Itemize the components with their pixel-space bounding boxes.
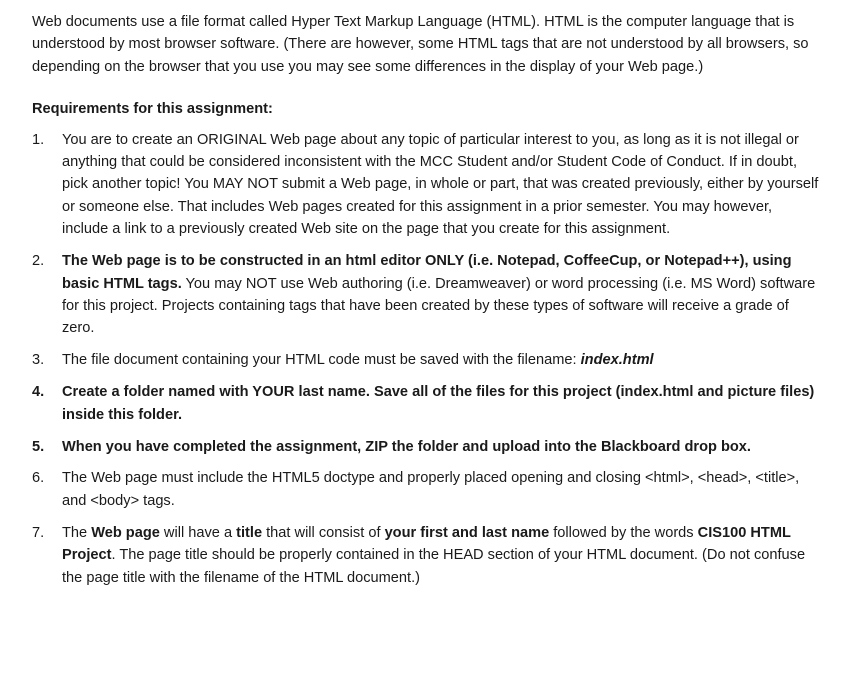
requirement-item-3 — [32, 349, 820, 371]
item-text: You are to create an ORIGINAL Web page about any topic of particular interest to you, as long as it is not illegal or anything that could be considered inconsistent with the MCC Student and/or Student Code of Conduct. If in doubt, pick another topic! You MAY NOT submit a Web page, in whole or part, that was created previously, either by yourself or someone else. That includes Web pages created for this assignment in a prior semester. You may however, include a link to a previously created Web site on the page that you create for this assignment. — [62, 131, 819, 238]
item-text: followed by the words — [549, 524, 698, 541]
item-text: . The page title should be properly contained in the HEAD section of your HTML document. (Do not confuse the page title with the filename of the HTML document.) — [62, 547, 806, 586]
item-number: 3. — [32, 352, 45, 369]
item-text: The Web page must include the HTML5 doctype and properly placed opening and closing <html>, <head>, <title>, and <body> tags. — [62, 470, 800, 509]
item-bold-text: The Web page is to be constructed in an html editor ONLY (i.e. Notepad, CoffeeCup, or Notepad++), using basic HTML tags. — [62, 253, 792, 292]
requirement-item-2 — [32, 250, 820, 340]
item-text: You may NOT use Web authoring (i.e. Dreamweaver) or word processing (i.e. MS Word) software for this project. Projects containing tags that have been created by these types of software will receive a grade of zero. — [62, 275, 816, 337]
item-bold-text: When you have completed the assignment, ZIP the folder and upload into the Blackboard drop box. — [62, 438, 751, 455]
requirement-item-6 — [32, 467, 820, 512]
item-bold-text: CIS100 HTML Project — [62, 524, 791, 564]
item-text: that will consist of — [262, 524, 385, 541]
item-bold-text: Create a folder named with YOUR last name. Save all of the files for this project (index.html and picture files) inside this folder. — [62, 384, 815, 423]
requirement-item-7 — [32, 522, 820, 589]
item-number: 6. — [32, 470, 45, 487]
item-number: 5. — [32, 438, 45, 455]
item-number: 2. — [32, 253, 45, 270]
item-text: The — [62, 524, 92, 541]
requirements-list — [32, 129, 820, 589]
requirement-item-4 — [32, 381, 820, 426]
item-number: 7. — [32, 524, 45, 541]
item-bold-text: your first and last name — [384, 524, 550, 541]
requirement-item-5 — [32, 436, 820, 458]
item-text: The file document containing your HTML code must be saved with the filename: — [62, 352, 581, 369]
item-number: 1. — [32, 131, 45, 148]
item-text: will have a — [159, 524, 237, 541]
intro-paragraph: Web documents use a file format called Hyper Text Markup Language (HTML). HTML is the computer language that is understood by most browser software. (There are however, some HTML tags that are not understood by all browsers, so depending on the browser that you use you may see some differences in the display of your Web page.) — [32, 14, 809, 75]
item-bold-text: Web page — [91, 524, 160, 541]
requirement-item-1 — [32, 129, 820, 241]
item-bold-text: title — [236, 524, 263, 541]
item-number: 4. — [32, 384, 45, 401]
filename-text: index.html — [580, 352, 654, 369]
requirements-heading: Requirements for this assignment: — [32, 101, 273, 118]
